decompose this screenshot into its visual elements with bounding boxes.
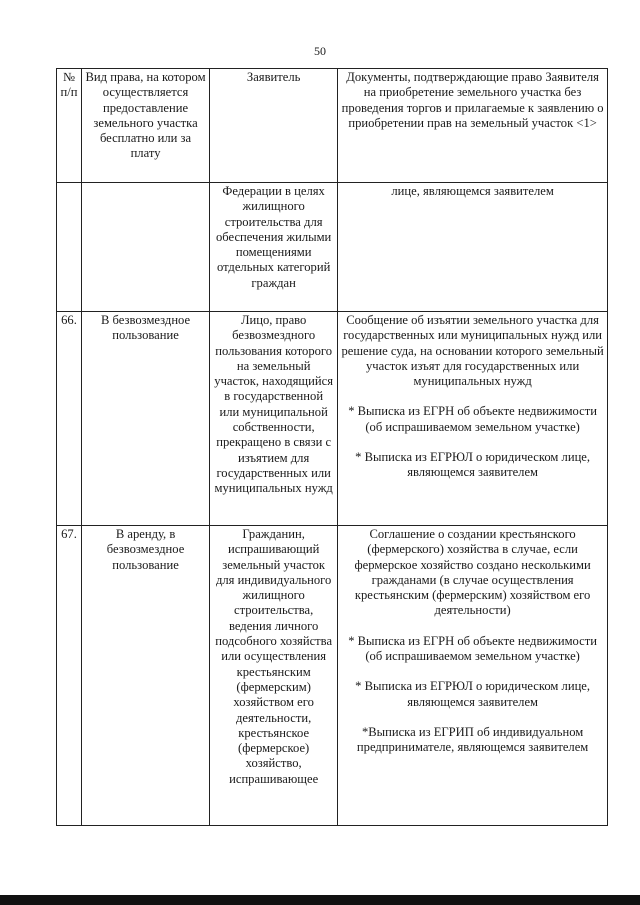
- row-applicant: Гражданин, испрашивающий земельный участок для индивидуального жилищного строительства, ведения личного подсобного хозяйства или осуществления крестьянским (фермерским) хозяйством его деятельности, крестьянское (фермерское) хозяйство, испрашивающее: [210, 526, 338, 826]
- row-right-type: В аренду, в безвозмездное пользование: [81, 526, 209, 826]
- row-applicant: Лицо, право безвозмездного пользования которого на земельный участок, находящийся в государственной или муниципальной собственности, прекращено в связи с изъятием для государственных или муниципальных нужд: [210, 312, 338, 526]
- document-item: * Выписка из ЕГРН об объекте недвижимости (об испрашиваемом земельном участке): [348, 633, 597, 664]
- header-num: № п/п: [57, 69, 82, 183]
- row-right-type: В безвозмездное пользование: [81, 312, 209, 526]
- table-row: [57, 183, 608, 312]
- row-num: 67.: [57, 526, 82, 826]
- page-number: 50: [314, 44, 326, 58]
- document-item: * Выписка из ЕГРЮЛ о юридическом лице, являющемся заявителем: [355, 450, 591, 480]
- header-applicant: Заявитель: [210, 69, 338, 183]
- table-row: [57, 312, 608, 526]
- row-documents: [338, 526, 608, 826]
- row-applicant: Федерации в целях жилищного строительства для обеспечения жилыми помещениями отдельных категорий граждан: [210, 183, 338, 312]
- row-num: 66.: [57, 312, 82, 526]
- header-right-type: Вид права, на котором осуществляется предоставление земельного участка бесплатно или за плату: [81, 69, 209, 183]
- row-documents: [338, 312, 608, 526]
- document-item: * Выписка из ЕГРЮЛ о юридическом лице, являющемся заявителем: [355, 679, 591, 709]
- row-right-type: [81, 183, 209, 312]
- row-documents: [338, 183, 608, 312]
- document-item: *Выписка из ЕГРИП об индивидуальном предпринимателе, являющемся заявителем: [356, 724, 589, 755]
- row-num: [57, 183, 82, 312]
- header-documents: Документы, подтверждающие право Заявителя на приобретение земельного участка без проведения торгов и прилагаемые к заявлению о приобретении прав на земельный участок <1>: [338, 69, 608, 183]
- table-row: [57, 526, 608, 826]
- document-item: Сообщение об изъятии земельного участка для государственных или муниципальных нужд или решение суда, на основании которого земельный участок изъят для государственных или муниципальных нужд: [341, 313, 604, 389]
- document-item: Соглашение о создании крестьянского (фермерского) хозяйства в случае, если фермерское хозяйство создано несколькими гражданами (в случае осуществления крестьянским (фермерским) хозяйством его деятельности): [354, 527, 591, 618]
- table-header-row: [57, 69, 608, 183]
- document-item: * Выписка из ЕГРН об объекте недвижимости (об испрашиваемом земельном участке): [348, 404, 597, 434]
- scan-edge: [0, 895, 640, 905]
- land-rights-table: [56, 68, 608, 826]
- document-item: лице, являющемся заявителем: [391, 184, 554, 198]
